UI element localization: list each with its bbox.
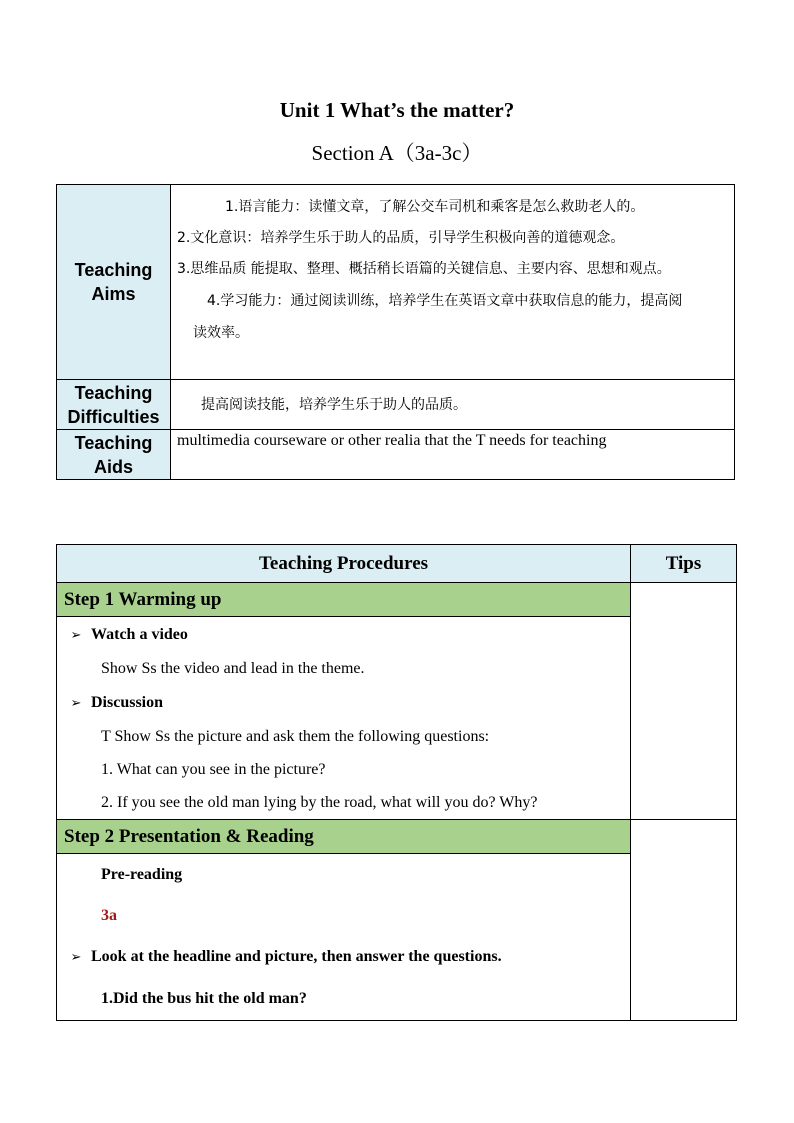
aim-4: 4.学习能力：通过阅读训练，培养学生在英语文章中获取信息的能力，提高阅 [207, 293, 683, 309]
step-2-tips [631, 820, 737, 1021]
step-1-content [57, 617, 631, 820]
teaching-aids-label [57, 430, 171, 480]
difficulties-label-text: Teaching Difficulties [67, 382, 160, 427]
arrow-bullet-icon: ➢ [70, 949, 82, 964]
discussion-q2: 2. If you see the old man lying by the road, what will you do? Why? [101, 794, 538, 811]
step-2-content [57, 854, 631, 1021]
watch-video-desc: Show Ss the video and lead in the theme. [101, 660, 365, 677]
teaching-info-table [56, 184, 735, 480]
teaching-aids-content: multimedia courseware or other realia that the T needs for teaching [171, 430, 735, 480]
discussion-desc: T Show Ss the picture and ask them the following questions: [101, 727, 490, 745]
document-title: Unit 1 What’s the matter? [279, 98, 515, 122]
arrow-bullet-icon: ➢ [70, 627, 82, 642]
document-subtitle: Section A（3a-3c） [311, 141, 483, 165]
aids-label-text: Teaching Aids [74, 432, 153, 477]
aim-3: 3.思维品质 能提取、整理、概括稍长语篇的关键信息、主要内容、思想和观点。 [177, 260, 671, 277]
teaching-difficulties-content: 提高阅读技能，培养学生乐于助人的品质。 [171, 380, 735, 430]
step-1-title: Step 1 Warming up [57, 583, 631, 617]
aim-2: 2.文化意识：培养学生乐于助人的品质，引导学生积极向善的道德观念。 [177, 229, 625, 246]
label-3a: 3a [101, 907, 117, 924]
tips-header: Tips [631, 545, 737, 583]
teaching-aims-label [57, 185, 171, 380]
discussion-heading: Discussion [91, 693, 164, 711]
teaching-aims-content [171, 185, 735, 380]
aims-label-text: Teaching Aims [74, 260, 153, 304]
look-instruction: Look at the headline and picture, then answer the questions. [91, 948, 502, 965]
step-1-tips [631, 583, 737, 820]
step-2-title: Step 2 Presentation & Reading [57, 820, 631, 854]
pre-reading-heading: Pre-reading [101, 866, 183, 883]
procedures-header: Teaching Procedures [57, 545, 631, 583]
aim-4-cont: 读效率。 [193, 325, 249, 341]
teaching-procedures-table [56, 544, 737, 1021]
teaching-difficulties-label [57, 380, 171, 430]
watch-video-heading: Watch a video [91, 626, 188, 643]
step-2-q1: 1.Did the bus hit the old man? [101, 990, 307, 1007]
discussion-q1: 1. What can you see in the picture? [101, 761, 326, 778]
aim-1: 1.语言能力：读懂文章，了解公交车司机和乘客是怎么救助老人的。 [225, 198, 645, 215]
arrow-bullet-icon: ➢ [70, 694, 82, 710]
